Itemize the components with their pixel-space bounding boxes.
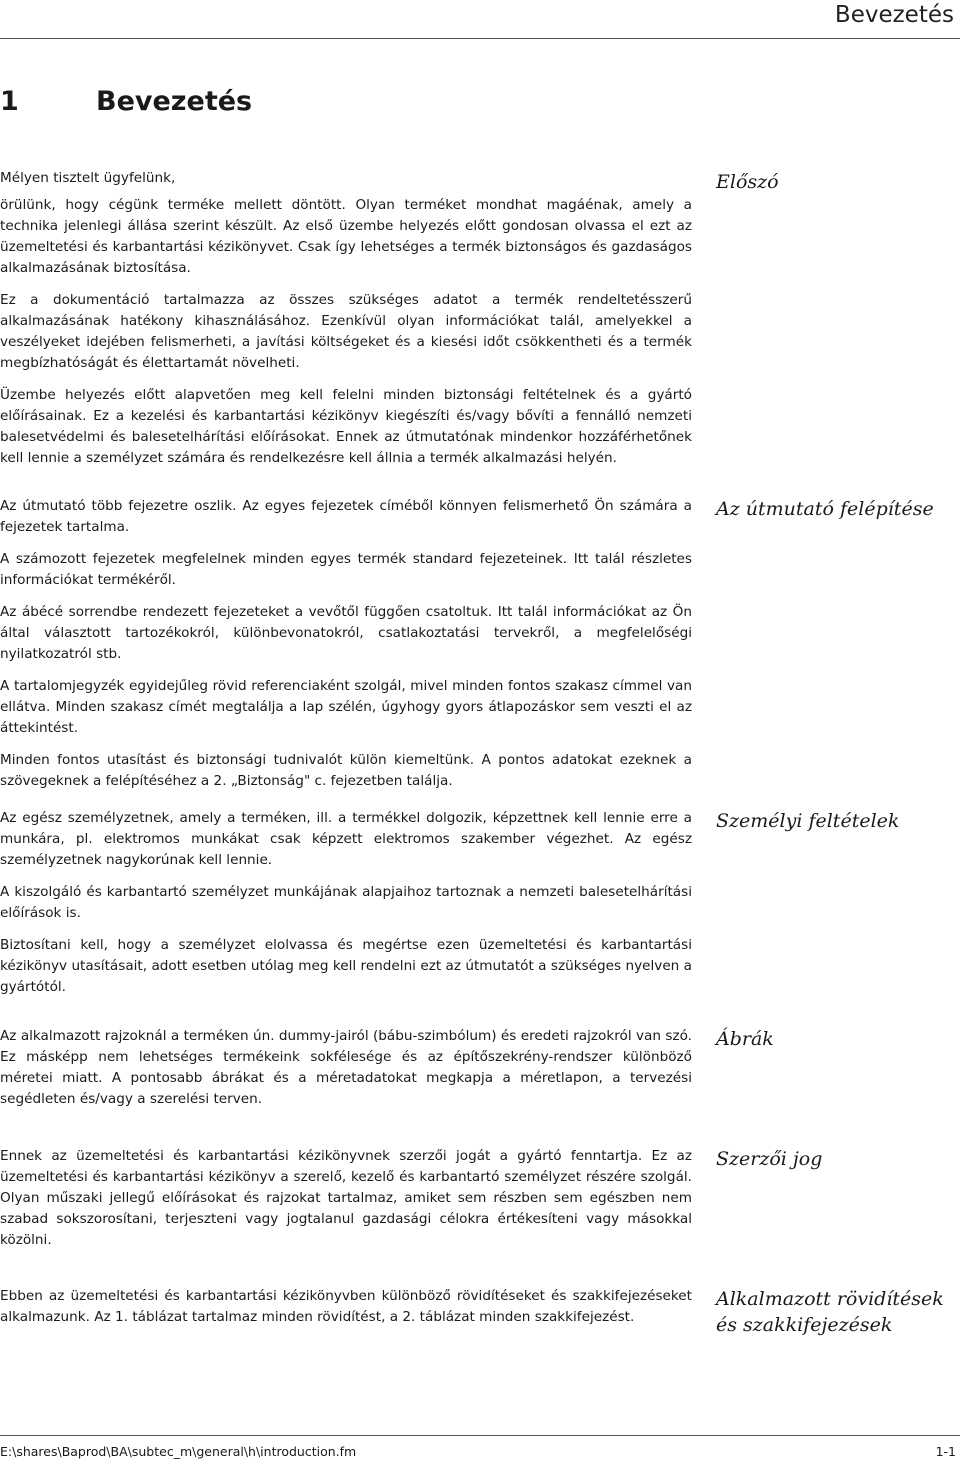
page-number: 1-1 <box>935 1444 956 1459</box>
margin-title: Alkalmazott rövidítések és szakkifejezések <box>716 1288 944 1336</box>
paragraph: Ennek az üzemeltetési és karbantartási kézikönyvnek szerzői jogát a gyártó fenntartja. Ez az üzemeltetési és karbantartási kézikönyv a szerelő, kezelő és karbantartó személyzet részére szolgál. Olyan műszaki jellegű előírásokat és rajzokat tartalmaz, amiket sem részben sem egészben nem szabad sokszorosítani, terjeszteni vagy jogtalanul gazdasági célokra értékesíteni vagy másokkal közölni. <box>0 1148 692 1248</box>
paragraph: Minden fontos utasítást és biztonsági tudnivalót külön kiemeltünk. A pontos adatokat ezeknek a szövegeknek a felépítéséhez a 2. „Biztonság" c. fejezetben találja. <box>0 752 692 789</box>
paragraph: Az útmutató több fejezetre oszlik. Az egyes fejezetek címéből könnyen felismerhető Ön számára a fejezetek tartalma. <box>0 498 692 535</box>
section-body <box>0 808 692 1009</box>
file-path: E:\shares\Baprod\BA\subtec_m\general\h\introduction.fm <box>0 1444 357 1459</box>
paragraph: Biztosítani kell, hogy a személyzet elolvassa és megértse ezen üzemeltetési és karbantartási kézikönyv utasításait, adott esetben utólag meg kell rendelni ezt az útmutatót a szükséges nyelven a gyártótól. <box>0 937 692 995</box>
paragraph: A kiszolgáló és karbantartó személyzet munkájának alapjaihoz tartoznak a nemzeti balesetelhárítási előírások is. <box>0 884 692 921</box>
margin-title: Személyi feltételek <box>716 810 900 832</box>
section-body <box>0 1286 692 1339</box>
running-header <box>0 0 960 39</box>
paragraph: Az egész személyzetnek, amely a terméken, ill. a termékkel dolgozik, képzettnek kell lennie erre a munkára, pl. elektromos munkákat csak képzett elektromos szakember végezhet. Az egész személyzetnek nagykorúnak kell lennie. <box>0 810 692 868</box>
chapter-title: Bevezetés <box>96 86 253 117</box>
margin-title: Szerzői jog <box>716 1148 823 1170</box>
greeting: Mélyen tisztelt ügyfelünk, <box>0 170 176 186</box>
section-body <box>0 1146 692 1262</box>
paragraph: Ebben az üzemeltetési és karbantartási kézikönyvben különböző rövidítéseket és szakkifejezéseket alkalmazunk. Az 1. táblázat tartalmaz minden rövidítést, a 2. táblázat minden szakkifejezést. <box>0 1288 692 1325</box>
section-body <box>0 168 692 480</box>
paragraph: Az ábécé sorrendbe rendezett fejezeteket a vevőtől függően csatoltuk. Itt talál információkat az Ön által választott tartozékokról, különbevonatokról, csatlakoztatási tervekről, a megfelelőségi nyilatkozatról stb. <box>0 604 692 662</box>
margin-title: Ábrák <box>716 1028 774 1050</box>
page-footer <box>0 1435 960 1464</box>
paragraph: Üzembe helyezés előtt alapvetően meg kell felelni minden biztonsági feltételnek és a gyártó előírásainak. Ez a kezelési és karbantartási kézikönyv kiegészíti és/vagy bővíti a fennálló nemzeti balesetvédelmi és balesetelhárítási előírásokat. Ennek az útmutatónak mindenkor hozzáférhetőnek kell lennie a személyzet számára és rendelkezésre kell állnia a termék alkalmazási helyén. <box>0 387 692 466</box>
section-body <box>0 1026 692 1121</box>
section-body <box>0 496 692 803</box>
paragraph: A tartalomjegyzék egyidejűleg rövid referenciaként szolgál, mivel minden fontos szakasz címmel van ellátva. Minden szakasz címét megtalálja a lap szélén, úgyhogy gyors átlapozáskor sem veszti el az áttekintést. <box>0 678 692 736</box>
margin-title: Előszó <box>716 171 779 193</box>
chapter-heading <box>0 86 700 126</box>
paragraph: örülünk, hogy cégünk terméke mellett döntött. Olyan terméket mondhat magáénak, amely a technika jelenlegi állása szerint készült. Az első üzembe helyezés előtt gondosan olvassa el ezt az üzemeltetési és karbantartási kézikönyvet. Csak így lehetséges a termék biztonságos és gazdaságos alkalmazásának biztosítása. <box>0 197 692 276</box>
margin-title: Az útmutató felépítése <box>716 498 934 520</box>
paragraph: A számozott fejezetek megfelelnek minden egyes termék standard fejezeteinek. Itt talál részletes információkat termékéről. <box>0 551 692 588</box>
paragraph: Az alkalmazott rajzoknál a terméken ún. dummy-jairól (bábu-szimbólum) és eredeti rajzokról van szó. Ez másképp nem lehetséges termékeink sokfélesége és az építőszekrény-rendszer különböző méretei miatt. A pontosabb ábrákat és a méretadatokat megkapja a méretlapon, a tervezési segédleten és/vagy a szerelési terven. <box>0 1028 692 1107</box>
paragraph: Ez a dokumentáció tartalmazza az összes szükséges adatot a termék rendeltetésszerű alkalmazásának hatékony kihasználásához. Ezenkívül olyan információkat talál, amelyekkel a veszélyeket idejében felismerheti, a javítási költségeket és a kiesési időt csökkentheti és a termék megbízhatóságát és élettartamát növelheti. <box>0 292 692 371</box>
chapter-number: 1 <box>0 86 19 117</box>
running-title: Bevezetés <box>834 2 954 28</box>
